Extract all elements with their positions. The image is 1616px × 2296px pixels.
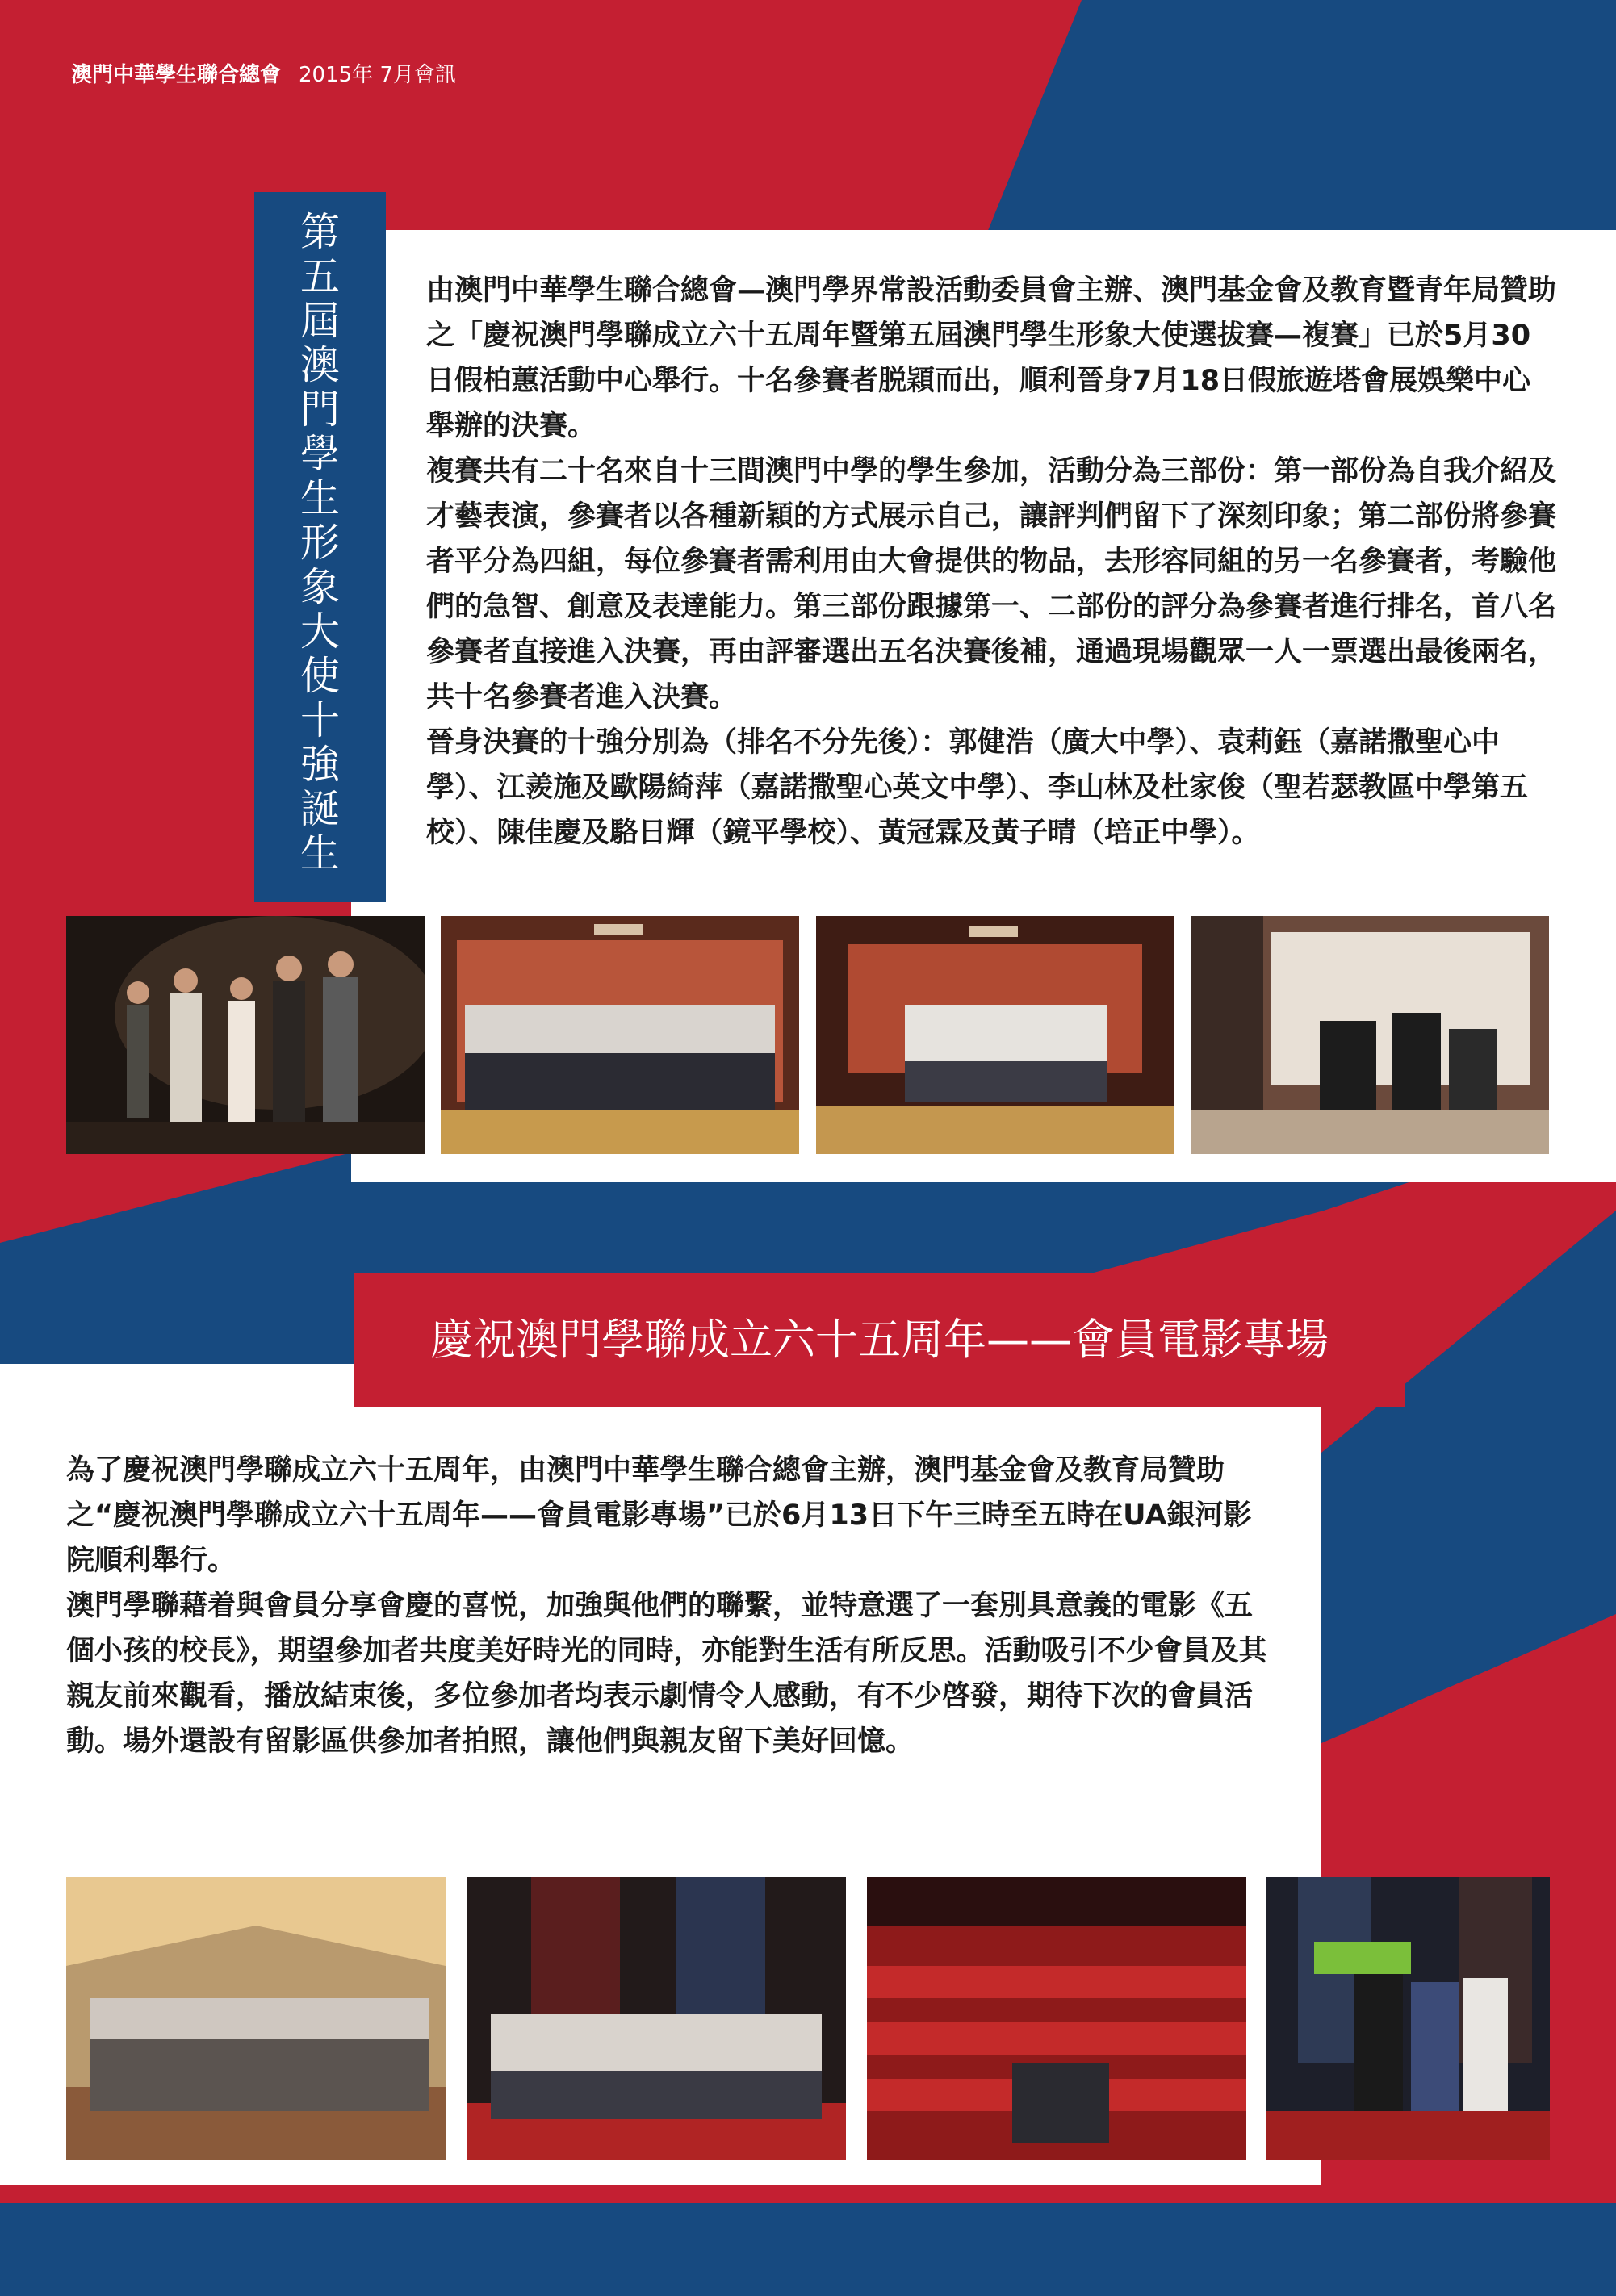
title-char: 使 [299, 653, 340, 699]
stage-contestants-photo [66, 916, 425, 1154]
contestants-lineup-photo [816, 916, 1174, 1154]
title-char: 屆 [299, 298, 340, 344]
title-char: 誕 [299, 786, 340, 832]
title-char: 生 [299, 475, 340, 521]
title-char: 澳 [299, 342, 340, 388]
section1-paragraph: 由澳門中華學生聯合總會—澳門學界常設活動委員會主辦、澳門基金會及教育暨青年局贊助之「慶祝澳門學聯成立六十五周年暨第五屆澳門學生形象大使選拔賽—複賽」已於5月30日假柏蕙活動中心舉行。十名參賽者脱穎而出，順利晉身7月18日假旅遊塔會展娛樂中心舉辦的決賽。 [426, 274, 1557, 442]
title-char: 十 [299, 697, 340, 743]
title-char: 大 [299, 609, 340, 655]
title-char: 強 [299, 742, 340, 788]
section1-paragraph: 晉身決賽的十強分別為（排名不分先後）：郭健浩（廣大中學）、袁莉鈺（嘉諾撒聖心中學）、江羨施及歐陽綺萍（嘉諾撒聖心英文中學）、李山林及杜家俊（聖若瑟教區中學第五校）、陳佳慶及駱日輝（鏡平學校）、黃冠霖及黃子晴（培正中學）。 [426, 726, 1529, 849]
group-photo-stage [441, 916, 799, 1154]
poster-group-photo [467, 1877, 846, 2160]
header-issue: 2015年 7月會訊 [299, 63, 456, 87]
photo-zone-photo [1266, 1877, 1550, 2160]
dance-performance-photo [1191, 916, 1549, 1154]
cinema-lobby-queue-photo [66, 1877, 446, 2160]
section2-paragraph: 澳門學聯藉着與會員分享會慶的喜悦，加強與他們的聯繫，並特意選了一套別具意義的電影《五個小孩的校長》，期望參加者共度美好時光的同時，亦能對生活有所反思。活動吸引不少會員及其親友前來觀看，播放結束後，多位參加者均表示劇情令人感動，有不少啓發，期待下次的會員活動。場外還設有留影區供參加者拍照，讓他們與親友留下美好回憶。 [66, 1590, 1267, 1758]
newsletter-header [71, 58, 456, 88]
section2-body [66, 1448, 1269, 1764]
title-char: 象 [299, 564, 340, 610]
section2-title: 慶祝澳門學聯成立六十五周年——會員電影專場 [354, 1273, 1405, 1407]
section1-paragraph: 複賽共有二十名來自十三間澳門中學的學生參加，活動分為三部份：第一部份為自我介紹及才藝表演，參賽者以各種新穎的方式展示自己，讓評判們留下了深刻印象；第二部份將參賽者平分為四組，每位參賽者需利用由大會提供的物品，去形容同組的另一名參賽者，考驗他們的急智、創意及表達能力。第三部份跟據第一、二部份的評分為參賽者進行排名，首八名參賽者直接進入決賽，再由評審選出五名決賽後補，通過現場觀眾一人一票選出最後兩名，共十名參賽者進入決賽。 [426, 455, 1557, 713]
title-char: 門 [299, 387, 340, 433]
header-org: 澳門中華學生聯合總會 [71, 63, 282, 87]
cinema-audience-photo [867, 1877, 1246, 2160]
title-char: 形 [299, 520, 340, 566]
title-char: 學 [299, 431, 340, 477]
section1-vertical-title [254, 192, 386, 902]
section1-body [426, 268, 1556, 855]
title-char: 生 [299, 830, 340, 876]
section2-paragraph: 為了慶祝澳門學聯成立六十五周年，由澳門中華學生聯合總會主辦，澳門基金會及教育局贊助之“慶祝澳門學聯成立六十五周年——會員電影專場”已於6月13日下午三時至五時在UA銀河影院順利舉行。 [66, 1454, 1252, 1577]
title-char: 第 [299, 209, 340, 255]
title-char: 五 [299, 253, 340, 299]
